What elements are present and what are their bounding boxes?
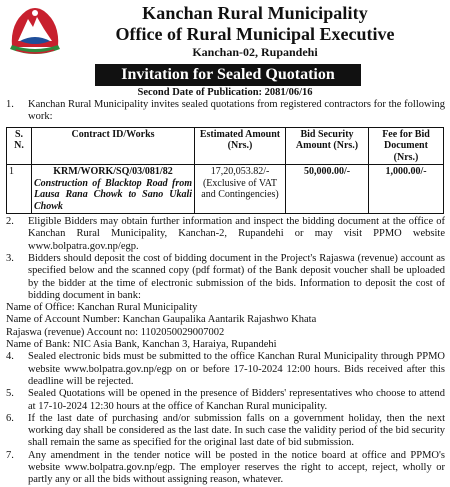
clause-text: Sealed Quotations will be opened in the presence of Bidders' representatives who choose to attend at 17-10-2024 12:30 hours at the office of Kanchan Rural municipality.	[28, 388, 445, 412]
bank-name: Name of Bank: NIC Asia Bank, Kanchan 3, Haraiya, Rupandehi	[6, 339, 277, 351]
tender-table	[6, 127, 444, 215]
cell-amount	[195, 165, 286, 214]
col-header-security: Bid Security Amount (Nrs.)	[286, 127, 369, 165]
clause-number: 1.	[6, 99, 14, 110]
col-header-sn: S. N.	[7, 127, 32, 165]
clause-number: 4.	[6, 351, 14, 363]
notice-body	[6, 99, 445, 487]
municipality-name: Kanchan Rural Municipality	[142, 3, 368, 23]
bank-account-name: Name of Account Number: Kanchan Gaupalika Aantarik Rajashwo Khata	[6, 314, 317, 326]
office-address: Kanchan-02, Rupandehi	[192, 45, 318, 59]
col-header-fee: Fee for Bid Document (Nrs.)	[369, 127, 444, 165]
clause-7	[6, 450, 445, 487]
amount-note: (Exclusive of VAT and Contingencies)	[201, 177, 279, 201]
notice-title-banner: Invitation for Sealed Quotation	[95, 64, 361, 86]
clause-text: Sealed electronic bids must be submitted to the office Kanchan Rural Municipality through PPMO website www.bolpatra.gov.np/egp on or before 17-10-2024 12:00 hours. Bids received after this deadline will be rejected.	[28, 351, 445, 387]
cell-contract	[32, 165, 195, 214]
bank-office-name: Name of Office: Kanchan Rural Municipality	[6, 302, 198, 314]
clause-text: Any amendment in the tender notice will be posted in the notice board at office and PPMO's website www.bolpatra.gov.np/egp. The employer reserves the right to accept, reject, wholly or partly any or all the bids without assigning reason, whatever.	[28, 449, 445, 486]
clause-5	[6, 388, 445, 413]
clause-3	[6, 253, 445, 302]
contract-description: Construction of Blacktop Road from Lausa Rana Chowk to Sano Ukali Chowk	[34, 177, 192, 212]
clause-number: 5.	[6, 388, 14, 400]
col-header-amount: Estimated Amount (Nrs.)	[195, 127, 286, 165]
table-row	[7, 165, 444, 214]
clause-text: Kanchan Rural Municipality invites sealed quotations from registered contractors for the following work:	[28, 99, 445, 123]
clause-4	[6, 351, 445, 388]
publication-date: Second Date of Publication: 2081/06/16	[137, 87, 313, 98]
cell-fee: 1,000.00/-	[369, 165, 444, 214]
notice-header	[0, 0, 450, 62]
clause-number: 2.	[6, 216, 14, 228]
contract-id: KRM/WORK/SQ/03/081/82	[53, 166, 173, 178]
amount-value: 17,20,053.82/-	[210, 166, 270, 178]
table-header-row	[7, 127, 444, 165]
cell-sn: 1	[7, 165, 32, 214]
cell-security: 50,000.00/-	[286, 165, 369, 214]
nepal-emblem-icon	[6, 3, 64, 55]
clause-1	[6, 99, 445, 124]
col-header-contract: Contract ID/Works	[32, 127, 195, 165]
clause-number: 7.	[6, 449, 14, 461]
bank-account-number: Rajaswa (revenue) Account no: 1102050029007002	[6, 326, 225, 338]
clause-text: Bidders should deposit the cost of bidding document in the Project's Rajaswa (revenue) account as specified below and the scanned copy (pdf format) of the Bank deposit voucher shall be uploaded by the bidder at the time of electronic submission of the bids. Information to deposit the cost of bidding document in bank:	[28, 252, 445, 301]
clause-text: Eligible Bidders may obtain further information and inspect the bidding document at the office of Kanchan Rural Municipality, Kanchan-2, Rupandehi or may visit PPMO website www.bolpatra.gov.np/egp.	[28, 216, 445, 252]
clause-text: If the last date of purchasing and/or submission falls on a government holiday, then the next working day shall be considered as the last date. In such case the validity period of the bid security shall remain the same as specified for the original last date of bid submission.	[28, 412, 445, 449]
clause-2	[6, 216, 445, 253]
office-name: Office of Rural Municipal Executive	[115, 24, 395, 44]
clause-number: 6.	[6, 412, 14, 424]
clause-number: 3.	[6, 252, 14, 264]
clause-6	[6, 413, 445, 450]
